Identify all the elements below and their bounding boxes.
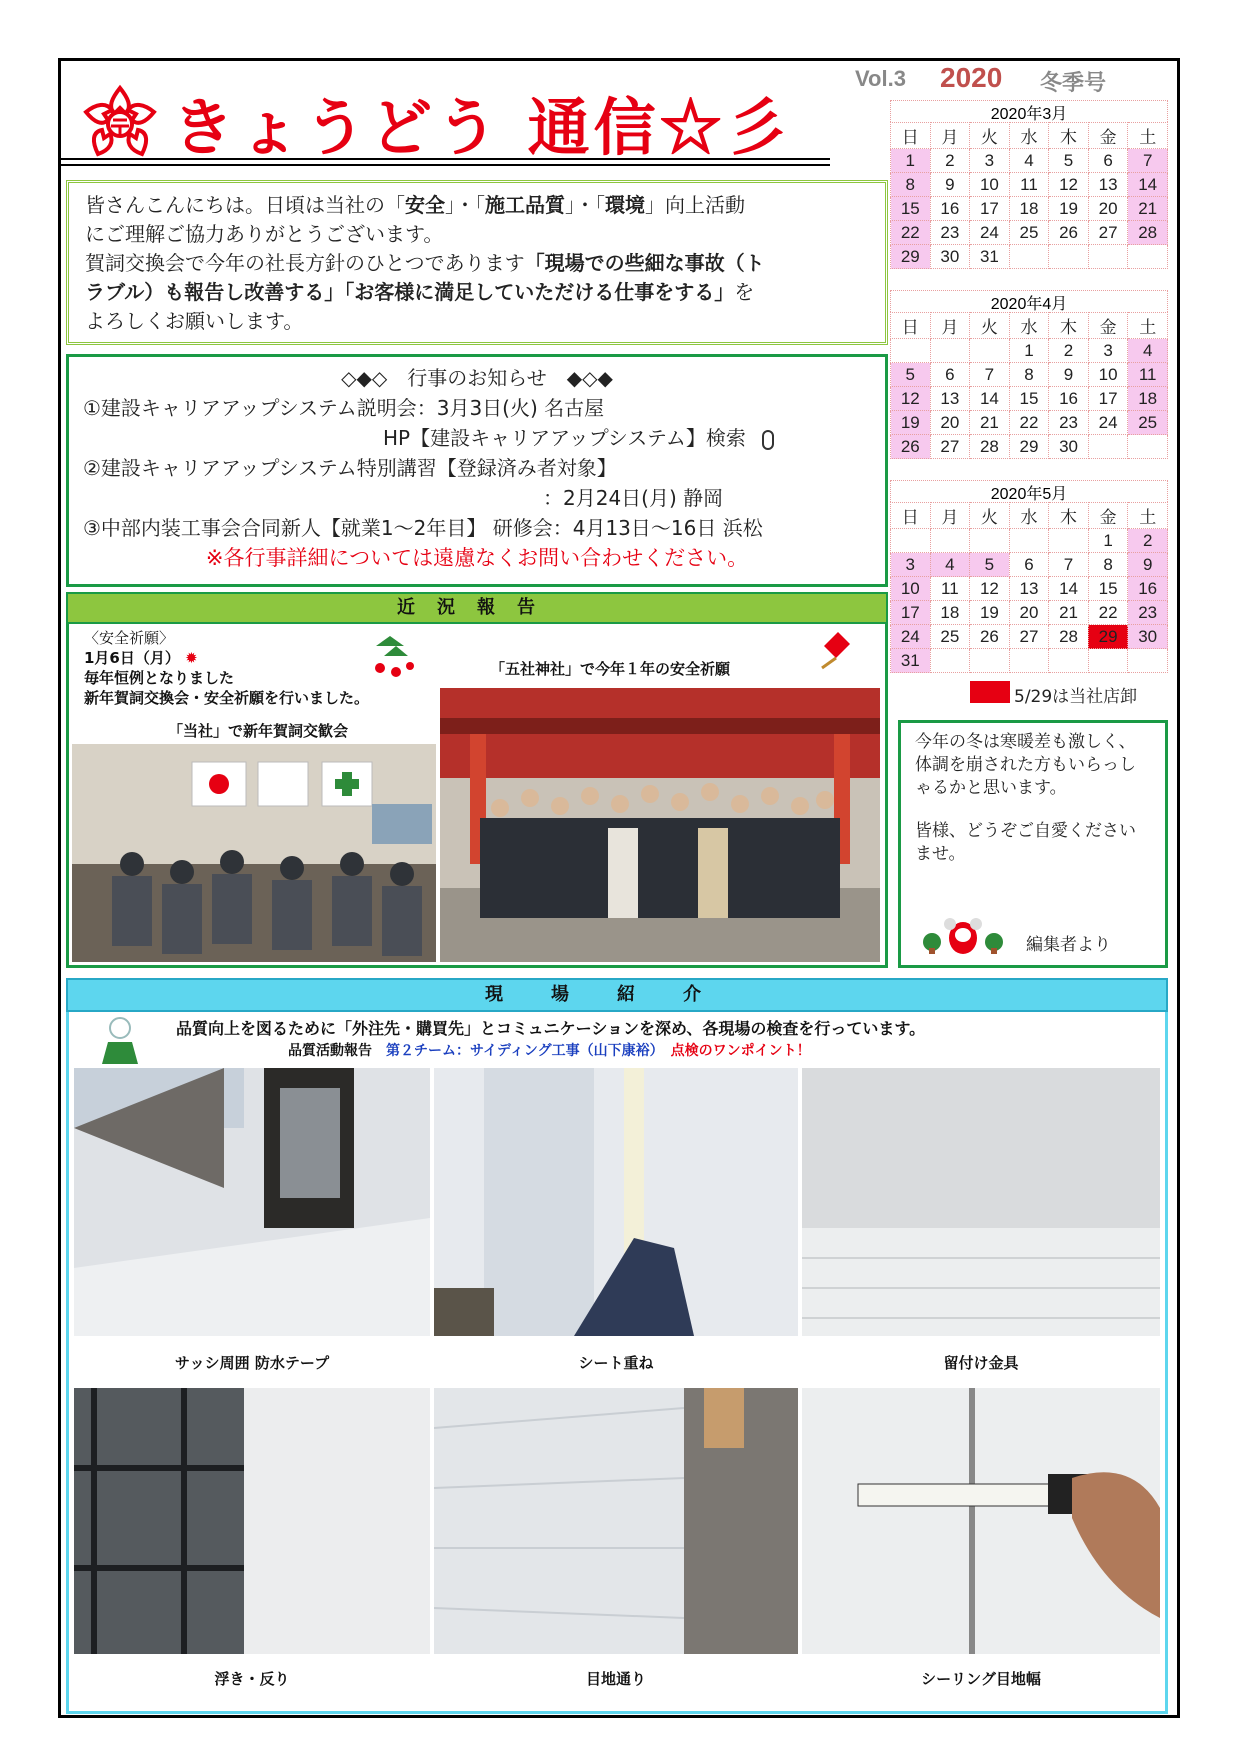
calendar-week-row (891, 221, 1168, 245)
day-cell: 3 (970, 149, 1010, 173)
ema-charm-icon (816, 626, 856, 670)
calendar-week-row (891, 529, 1168, 553)
day-cell: 9 (1128, 553, 1168, 577)
day-cell: 6 (1009, 553, 1049, 577)
day-cell (1128, 649, 1168, 673)
report-text: 〈安全祈願〉 1月6日（月） ✹ 毎年恒例となりました 新年賀詞交換会・安全祈願を行いました。 (84, 629, 370, 707)
day-cell: 27 (930, 435, 970, 459)
photo-caption: 留付け金具 (943, 1354, 1019, 1372)
day-cell: 9 (930, 173, 970, 197)
day-cell: 3 (891, 553, 931, 577)
site-photo-lifting (74, 1388, 430, 1654)
site-report-line: 品質活動報告 第２チーム：サイディング工事（山下康裕） 点検のワンポイント！ (288, 1043, 811, 1059)
day-cell: 15 (1088, 577, 1128, 601)
day-cell (1049, 649, 1089, 673)
calendar-week-row (891, 435, 1168, 459)
day-cell: 1 (1088, 529, 1128, 553)
photo-caption: シーリング目地幅 (921, 1670, 1041, 1688)
day-cell: 10 (1088, 363, 1128, 387)
day-cell: 11 (1128, 363, 1168, 387)
day-cell: 31 (891, 649, 931, 673)
day-cell: 30 (1049, 435, 1089, 459)
day-cell: 18 (1128, 387, 1168, 411)
photo-caption: シート重ね (578, 1354, 654, 1372)
greeting-box (66, 180, 888, 345)
editor-paragraph-2: 皆様、どうぞご自愛くださいませ。 (915, 821, 1136, 864)
day-cell: 2 (930, 149, 970, 173)
calendar-may (890, 480, 1168, 673)
calendar-table (890, 122, 1168, 269)
day-cell: 12 (1049, 173, 1089, 197)
greeting-line-2: にご理解ご協力ありがとうございます。 (85, 222, 444, 246)
day-cell: 19 (891, 411, 931, 435)
day-cell: 24 (1088, 411, 1128, 435)
event-item-1: ①建設キャリアアップシステム説明会：3月3日(火) 名古屋 (83, 396, 605, 420)
day-cell: 10 (970, 173, 1010, 197)
calendar-week-row (891, 197, 1168, 221)
day-cell: 28 (1128, 221, 1168, 245)
title-underline (60, 158, 830, 166)
day-cell: 26 (1049, 221, 1089, 245)
site-photo-fastener (802, 1068, 1160, 1336)
report-heading: 近況報告 (66, 592, 888, 624)
day-cell (1088, 649, 1128, 673)
site-heading: 現場紹介 (66, 978, 1168, 1012)
day-cell: 15 (1009, 387, 1049, 411)
day-cell: 14 (970, 387, 1010, 411)
calendar-april (890, 290, 1168, 459)
calendar-caption: 2020年4月 (890, 290, 1168, 312)
day-cell: 13 (1088, 173, 1128, 197)
weekday-cell: 木 (1049, 123, 1089, 149)
calendar-week-row (891, 625, 1168, 649)
weekday-cell: 月 (930, 503, 970, 529)
day-cell: 3 (1088, 339, 1128, 363)
day-cell: 9 (1049, 363, 1089, 387)
day-cell (1009, 245, 1049, 269)
event-item-1-sub: HP【建設キャリアアップシステム】検索 (83, 423, 871, 453)
calendar-caption: 2020年3月 (890, 100, 1168, 122)
weekday-cell: 火 (970, 313, 1010, 339)
day-cell: 21 (1128, 197, 1168, 221)
day-cell: 25 (1009, 221, 1049, 245)
day-cell: 23 (1049, 411, 1089, 435)
photo-caption-shrine: 「五社神社」で今年１年の安全祈願 (490, 660, 731, 678)
sun-icon: ✹ (185, 649, 198, 667)
weekday-cell: 木 (1049, 313, 1089, 339)
day-cell (970, 649, 1010, 673)
day-cell: 5 (891, 363, 931, 387)
day-cell (1009, 649, 1049, 673)
day-cell (1009, 529, 1049, 553)
day-cell: 6 (1088, 149, 1128, 173)
day-cell: 11 (1009, 173, 1049, 197)
event-item-2: ②建設キャリアアップシステム特別講習【登録済み者対象】 (83, 456, 617, 480)
day-cell: 2 (1049, 339, 1089, 363)
weekday-cell: 土 (1128, 123, 1168, 149)
day-cell: 2 (1128, 529, 1168, 553)
legend-text: 5/29は当社店卸 (1014, 687, 1138, 707)
day-cell: 17 (1088, 387, 1128, 411)
day-cell (1049, 529, 1089, 553)
day-cell: 22 (891, 221, 931, 245)
events-note: ※各行事詳細については遠慮なくお問い合わせください。 (205, 546, 749, 570)
day-cell: 20 (1009, 601, 1049, 625)
greeting-line-3: 賀詞交換会で今年の社長方針のひとつであります「現場での些細な事故（ト (85, 251, 765, 275)
day-cell: 5 (970, 553, 1010, 577)
day-cell: 7 (970, 363, 1010, 387)
day-cell (891, 339, 931, 363)
day-cell: 12 (970, 577, 1010, 601)
season-label: 冬季号 (1040, 71, 1107, 96)
day-cell (970, 339, 1010, 363)
calendar-week-row (891, 411, 1168, 435)
day-cell: 30 (930, 245, 970, 269)
day-cell: 6 (930, 363, 970, 387)
day-cell: 4 (1128, 339, 1168, 363)
day-cell: 22 (1088, 601, 1128, 625)
calendar-week-row (891, 387, 1168, 411)
legend-swatch (970, 681, 1010, 703)
editor-paragraph-1: 今年の冬は寒暖差も激しく、体調を崩された方もいらっしゃるかと思います。 (915, 732, 1136, 798)
volume-label: Vol.3 (855, 66, 906, 91)
newsletter-title: きょうどう 通信☆彡 (172, 91, 792, 164)
day-cell (930, 529, 970, 553)
events-box (66, 354, 888, 587)
event-item-3: ③中部内装工事会合同新人【就業1～2年目】 研修会：4月13日～16日 浜松 (83, 516, 763, 540)
day-cell (1088, 245, 1128, 269)
calendar-table (890, 502, 1168, 673)
day-cell: 15 (891, 197, 931, 221)
day-cell: 29 (891, 245, 931, 269)
calendar-march (890, 100, 1168, 269)
weekday-cell: 月 (930, 123, 970, 149)
day-cell: 23 (1128, 601, 1168, 625)
weekday-cell: 日 (891, 313, 931, 339)
day-cell: 14 (1128, 173, 1168, 197)
day-cell (930, 649, 970, 673)
day-cell: 10 (891, 577, 931, 601)
day-cell: 31 (970, 245, 1010, 269)
year-label: 2020 (940, 62, 1003, 93)
calendar-table (890, 312, 1168, 459)
day-cell: 27 (1088, 221, 1128, 245)
calendar-week-row (891, 649, 1168, 673)
weekday-cell: 火 (970, 503, 1010, 529)
day-cell: 29 (1088, 625, 1128, 649)
day-cell: 14 (1049, 577, 1089, 601)
spacer (915, 800, 1151, 820)
day-cell: 20 (1088, 197, 1128, 221)
day-cell: 22 (1009, 411, 1049, 435)
photo-caption: 目地通り (585, 1670, 646, 1688)
calendar-week-row (891, 173, 1168, 197)
calendar-week-row (891, 601, 1168, 625)
day-cell: 7 (1049, 553, 1089, 577)
day-cell: 1 (1009, 339, 1049, 363)
day-cell (891, 529, 931, 553)
day-cell: 8 (1088, 553, 1128, 577)
weekday-cell: 木 (1049, 503, 1089, 529)
site-intro-text: 品質向上を図るために「外注先・購買先」とコミュニケーションを深め、各現場の検査を行っています。 (176, 1019, 926, 1038)
day-cell: 24 (891, 625, 931, 649)
day-cell: 17 (970, 197, 1010, 221)
day-cell: 23 (930, 221, 970, 245)
calendar-weekday-row (891, 503, 1168, 529)
weekday-cell: 火 (970, 123, 1010, 149)
weekday-cell: 水 (1009, 503, 1049, 529)
photo-caption: 浮き・反り (214, 1670, 290, 1688)
day-cell: 19 (1049, 197, 1089, 221)
day-cell: 16 (930, 197, 970, 221)
new-year-meeting-photo (72, 744, 436, 962)
weekday-cell: 月 (930, 313, 970, 339)
calendar-week-row (891, 363, 1168, 387)
site-photo-joint-line (434, 1388, 798, 1654)
weekday-cell: 金 (1088, 123, 1128, 149)
day-cell: 26 (891, 435, 931, 459)
day-cell: 12 (891, 387, 931, 411)
site-photo-sheet-overlap (434, 1068, 798, 1336)
weekday-cell: 土 (1128, 313, 1168, 339)
weekday-cell: 金 (1088, 503, 1128, 529)
calendar-weekday-row (891, 313, 1168, 339)
calendar-week-row (891, 553, 1168, 577)
calendar-weekday-row (891, 123, 1168, 149)
editor-signature: 編集者より (1026, 935, 1111, 955)
weekday-cell: 水 (1009, 313, 1049, 339)
site-photo-sash-tape (74, 1068, 430, 1336)
photo-caption-company: 「当社」で新年賀詞交歓会 (168, 722, 349, 740)
weekday-cell: 金 (1088, 313, 1128, 339)
day-cell: 21 (970, 411, 1010, 435)
day-cell: 16 (1128, 577, 1168, 601)
weekday-cell: 日 (891, 123, 931, 149)
greeting-line-4: ラブル）も報告し改善する」「お客様に満足していただける仕事をする」を (85, 280, 755, 304)
photo-caption: サッシ周囲 防水テープ (174, 1354, 330, 1372)
day-cell: 16 (1049, 387, 1089, 411)
site-photo-sealing-width (802, 1388, 1160, 1654)
day-cell (970, 529, 1010, 553)
day-cell: 25 (1128, 411, 1168, 435)
calendar-week-row (891, 149, 1168, 173)
daruma-mouse-icon (918, 916, 1008, 956)
calendar-week-row (891, 245, 1168, 269)
day-cell (930, 339, 970, 363)
day-cell: 28 (1049, 625, 1089, 649)
day-cell (1049, 245, 1089, 269)
day-cell: 5 (1049, 149, 1089, 173)
pine-decoration-icon (366, 632, 426, 680)
events-heading: ◇◆◇ 行事のお知らせ ◆◇◆ (341, 366, 613, 390)
greeting-line-5: よろしくお願いします。 (85, 309, 304, 333)
day-cell: 30 (1128, 625, 1168, 649)
day-cell (1128, 245, 1168, 269)
day-cell: 20 (930, 411, 970, 435)
day-cell: 18 (930, 601, 970, 625)
snowman-icon (98, 1016, 142, 1068)
calendar-week-row (891, 577, 1168, 601)
day-cell: 8 (891, 173, 931, 197)
day-cell: 25 (930, 625, 970, 649)
mouse-icon (762, 430, 774, 450)
day-cell: 13 (1009, 577, 1049, 601)
day-cell: 29 (1009, 435, 1049, 459)
day-cell: 26 (970, 625, 1010, 649)
weekday-cell: 土 (1128, 503, 1168, 529)
day-cell: 4 (930, 553, 970, 577)
weekday-cell: 水 (1009, 123, 1049, 149)
day-cell: 28 (970, 435, 1010, 459)
day-cell: 8 (1009, 363, 1049, 387)
weekday-cell: 日 (891, 503, 931, 529)
day-cell: 1 (891, 149, 931, 173)
calendar-caption: 2020年5月 (890, 480, 1168, 502)
event-item-2-sub: ：2月24日(月) 静岡 (543, 486, 724, 510)
day-cell: 19 (970, 601, 1010, 625)
day-cell: 27 (1009, 625, 1049, 649)
day-cell: 17 (891, 601, 931, 625)
shrine-group-photo (440, 688, 880, 962)
calendar-week-row (891, 339, 1168, 363)
day-cell: 13 (930, 387, 970, 411)
day-cell: 21 (1049, 601, 1089, 625)
day-cell (1088, 435, 1128, 459)
day-cell: 18 (1009, 197, 1049, 221)
day-cell: 11 (930, 577, 970, 601)
day-cell: 4 (1009, 149, 1049, 173)
greeting-line-1: 皆さんこんにちは。日頃は当社の「安全」・「施工品質」・「環境」向上活動 (85, 193, 745, 217)
day-cell: 24 (970, 221, 1010, 245)
day-cell: 7 (1128, 149, 1168, 173)
day-cell (1128, 435, 1168, 459)
sakura-logo-icon (80, 82, 160, 162)
